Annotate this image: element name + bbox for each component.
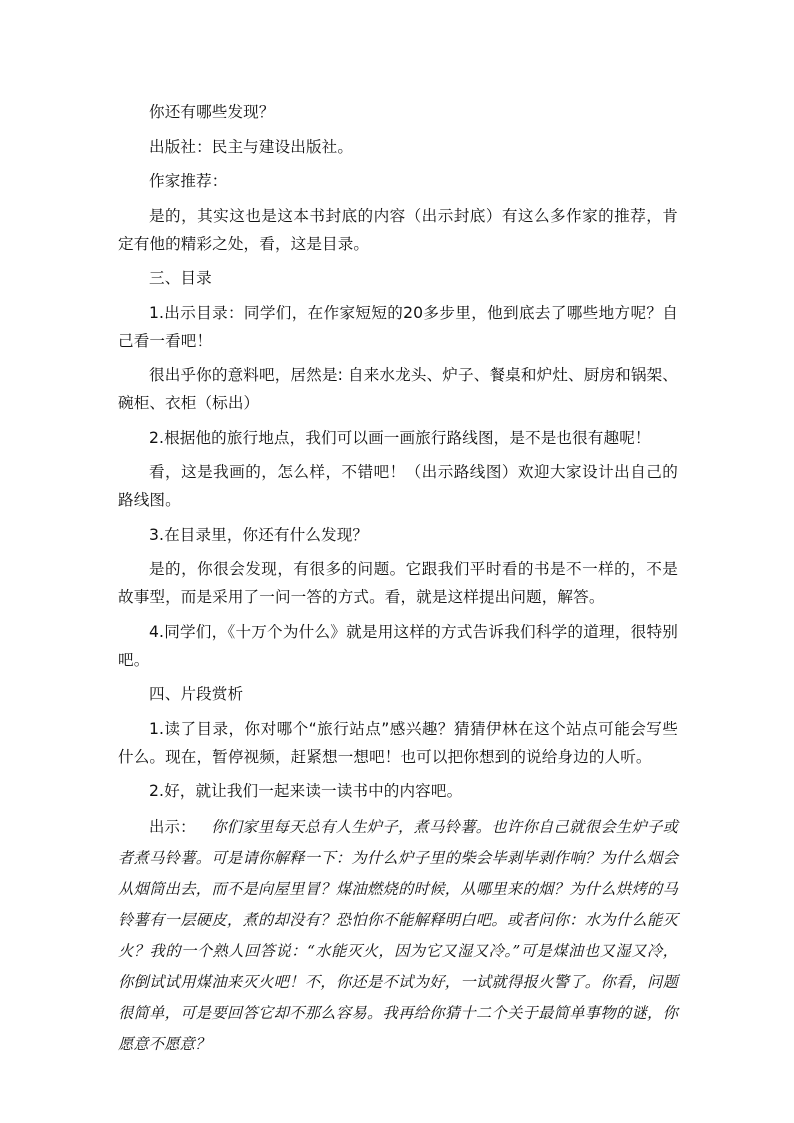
paragraph-hundred-thousand-whys: 4.同学们，《十万个为什么》就是用这样的方式告诉我们科学的道理，很特别吧。	[118, 622, 678, 669]
paragraph-surprise-locations: 很出乎你的意料吧，居然是: 自来水龙头、炉子、餐桌和炉灶、厨房和锅架、碗柜、衣柜（标出）	[118, 366, 678, 412]
paragraph-contents-discovery: 3.在目录里，你还有什么发现？	[149, 525, 369, 544]
paragraph-read-together: 2.好，就让我们一起来读一读书中的内容吧。	[149, 782, 463, 800]
document-page	[118, 98, 678, 1060]
paragraph-publisher: 出版社：民主与建设出版社。	[149, 137, 354, 156]
paragraph-my-drawing: 看，这是我画的，怎么样，不错吧！（出示路线图）欢迎大家设计出自己的路线图。	[118, 463, 678, 509]
paragraph-travel-station: 1.读了目录，你对哪个“旅行站点”感兴趣？猜猜伊林在这个站点可能会写些什么。现在，暂停视频，赶紧想一想吧！也可以把你想到的说给身边的人听。	[118, 719, 678, 766]
excerpt-lead: 出示：	[149, 817, 196, 836]
section-heading-contents: 三、目录	[149, 269, 212, 287]
paragraph-question-answer: 是的，你很会发现，有很多的问题。它跟我们平时看的书是不一样的，不是故事型，而是采用了一问一答的方式。看，就是这样提出问题，解答。	[118, 560, 678, 606]
paragraph-back-cover: 是的，其实这也是这本书封底的内容（出示封底）有这么多作家的推荐，肯定有他的精彩之处，看，这是目录。	[118, 206, 678, 253]
paragraph-route-map: 2.根据他的旅行地点，我们可以画一画旅行路线图，是不是也很有趣呢！	[149, 428, 651, 447]
excerpt-text: 你们家里每天总有人生炉子，煮马铃薯。也许你自己就很会生炉子或者煮马铃薯。可是请你解释一下：为什么炉子里的柴会毕剥毕剥作响？为什么烟会从烟筒出去，而不是向屋里冒？煤油燃烧的时候，从哪里来的烟？为什么烘烤的马铃薯有一层硬皮，煮的却没有？恐怕你不能解释明白吧。或者问你：水为什么能灭火？我的一个熟人回答说：“水能灭火，因为它又湿又冷。”可是煤油也又湿又冷，你倒试试用煤油来灭火吧！不，你还是不试为好，一试就得报火警了。你看，问题很简单，可是要回答它却不那么容易。我再给你猜十二个关于最简单事物的谜，你愿意不愿意？	[118, 817, 678, 1053]
paragraph-discovery-question: 你还有哪些发现？	[149, 103, 275, 121]
paragraph-author-recommend: 作家推荐：	[149, 172, 228, 190]
book-excerpt	[118, 812, 678, 1060]
section-heading-excerpt: 四、片段赏析	[149, 685, 244, 703]
paragraph-show-contents: 1.出示目录：同学们，在作家短短的20多步里，他到底去了哪些地方呢？自己看一看吧！	[118, 303, 678, 350]
